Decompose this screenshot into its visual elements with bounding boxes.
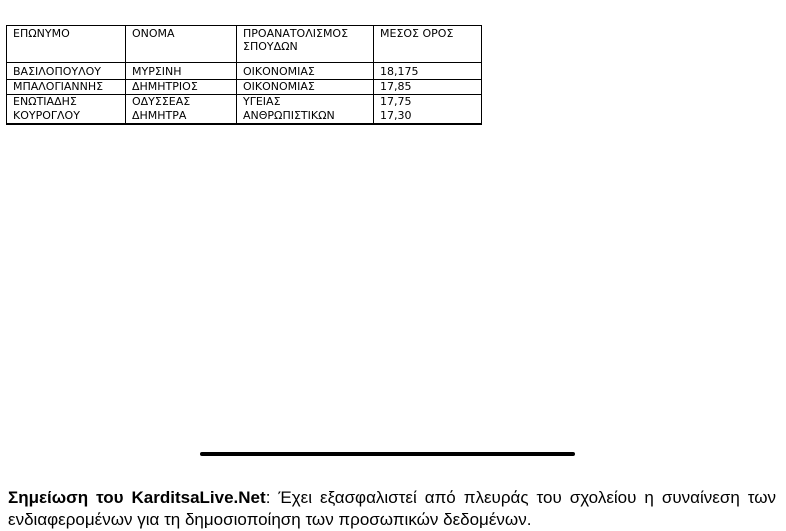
table-row [7, 80, 482, 95]
cell-first-name: ΔΗΜΗΤΡΑ [126, 109, 237, 124]
header-average-grade: ΜΕΣΟΣ ΟΡΟΣ [374, 26, 482, 63]
cell-first-name: ΟΔΥΣΣΕΑΣ [126, 95, 237, 110]
cell-average: 17,30 [374, 109, 482, 124]
cell-surname: ΚΟΥΡΟΓΛΟΥ [7, 109, 126, 124]
cell-orientation: ΟΙΚΟΝΟΜΙΑΣ [237, 80, 374, 95]
cell-average: 18,175 [374, 63, 482, 80]
cell-average: 17,75 [374, 95, 482, 110]
note-label: Σημείωση του KarditsaLive.Net [8, 488, 266, 507]
header-study-orientation: ΠΡΟΑΝΑΤΟΛΙΣΜΟΣ ΣΠΟΥΔΩΝ [237, 26, 374, 63]
cell-average: 17,85 [374, 80, 482, 95]
privacy-note [8, 487, 776, 531]
cell-surname: ΕΝΩΤΙΑΔΗΣ [7, 95, 126, 110]
table-row [7, 109, 482, 124]
note-text: Έχει εξασφαλιστεί από πλευράς του σχολείου η συναίνεση των ενδιαφερομένων για τη δημοσιοποίηση των προσωπικών δεδομένων. [8, 488, 777, 529]
cell-orientation: ΟΙΚΟΝΟΜΙΑΣ [237, 63, 374, 80]
cell-orientation: ΑΝΘΡΩΠΙΣΤΙΚΩΝ [237, 109, 374, 124]
grades-table [6, 25, 482, 125]
cell-surname: ΒΑΣΙΛΟΠΟΥΛΟΥ [7, 63, 126, 80]
table-row [7, 63, 482, 80]
header-surname: ΕΠΩΝΥΜΟ [7, 26, 126, 63]
cell-first-name: ΔΗΜΗΤΡΙΟΣ [126, 80, 237, 95]
cell-surname: ΜΠΑΛΟΓΙΑΝΝΗΣ [7, 80, 126, 95]
note-separator: : [265, 488, 271, 507]
header-first-name: ΟΝΟΜΑ [126, 26, 237, 63]
cell-first-name: ΜΥΡΣΙΝΗ [126, 63, 237, 80]
table-row [7, 95, 482, 110]
divider-line [200, 452, 575, 456]
cell-orientation: ΥΓΕΙΑΣ [237, 95, 374, 110]
table-header-row [7, 26, 482, 63]
